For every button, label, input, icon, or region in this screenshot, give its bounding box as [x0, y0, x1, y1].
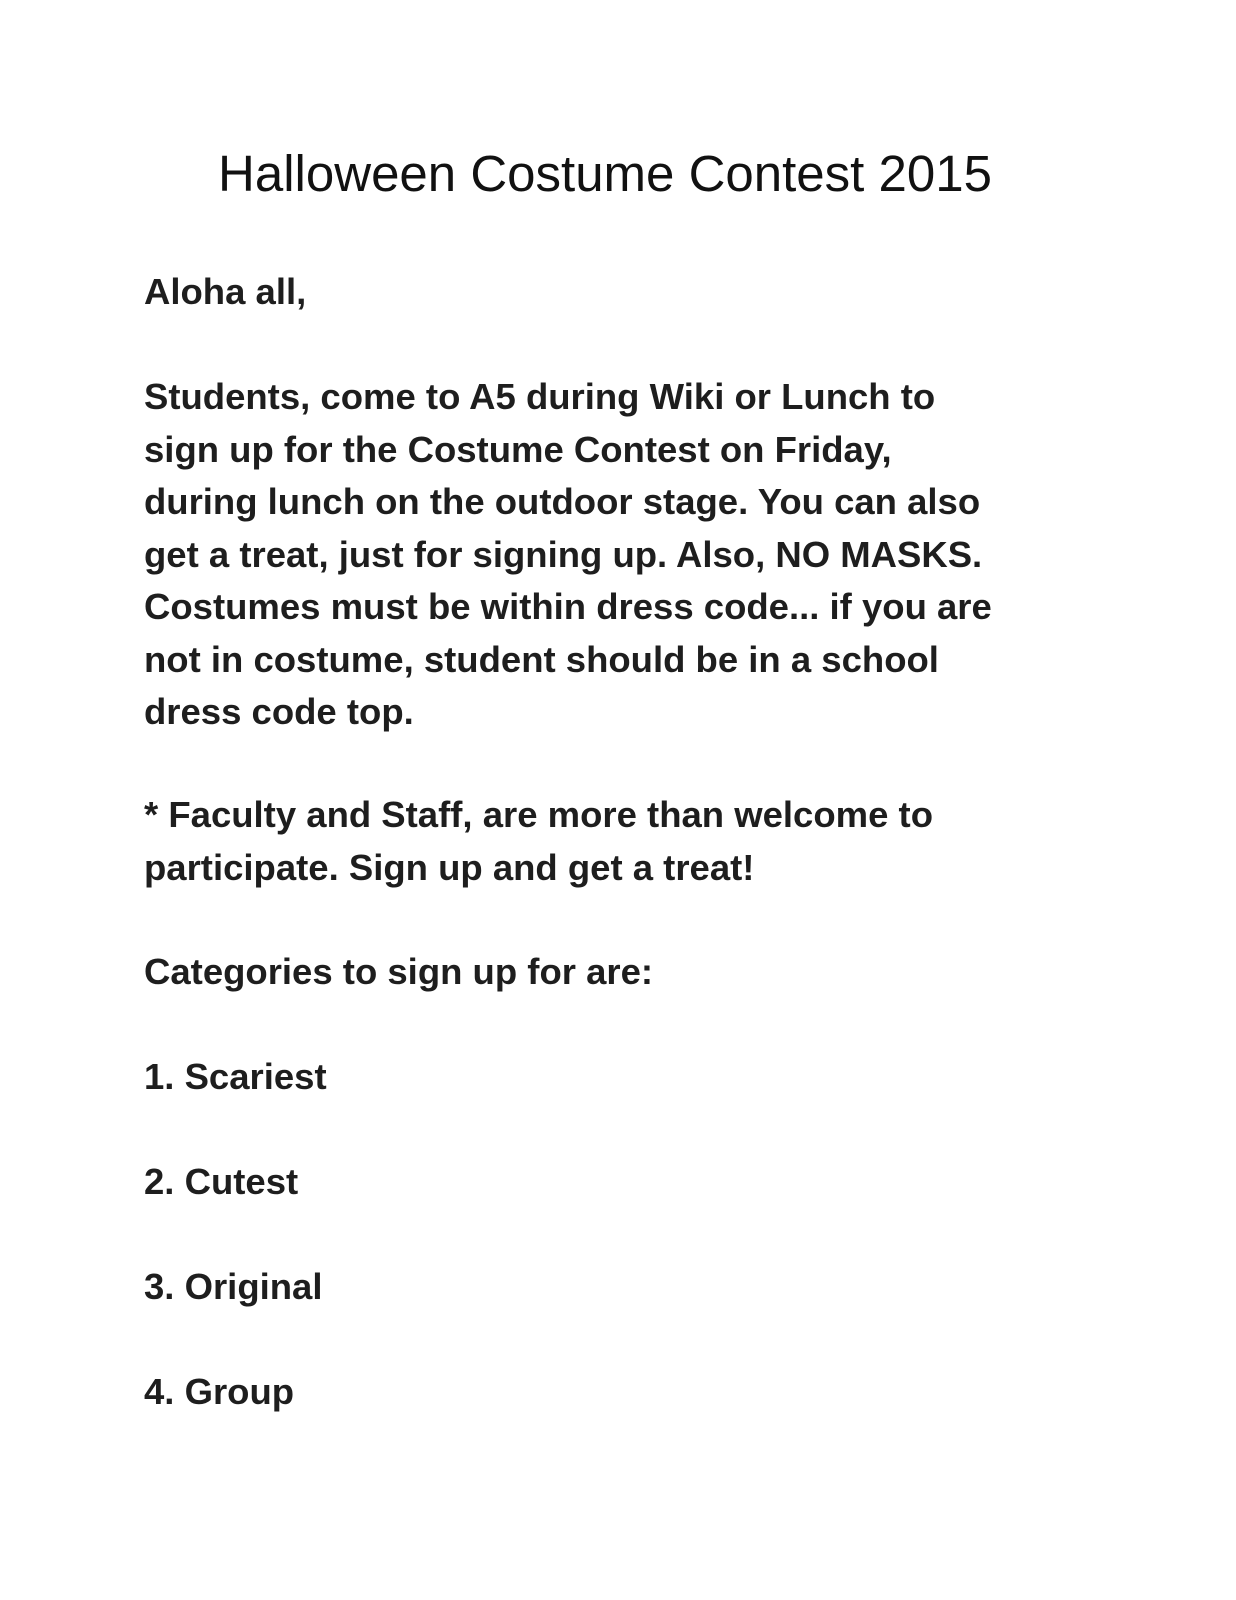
paragraph-line: not in costume, student should be in a school [144, 638, 939, 680]
paragraph-line: during lunch on the outdoor stage. You can also [144, 481, 981, 522]
categories-intro: Categories to sign up for are: [144, 951, 654, 992]
paragraph-line: participate. Sign up and get a treat! [144, 846, 755, 888]
paragraph-line: Students, come to A5 during Wiki or Lunch to [144, 376, 936, 417]
document-title: Halloween Costume Contest 2015 [218, 145, 992, 202]
paragraph-line: * Faculty and Staff, are more than welcome to [144, 794, 933, 835]
paragraph-line: sign up for the Costume Contest on Friday, [144, 428, 892, 470]
faculty-paragraph [144, 789, 1154, 894]
category-item-cutest: 2. Cutest [144, 1161, 299, 1202]
category-item-scariest: 1. Scariest [144, 1056, 327, 1097]
greeting: Aloha all, [144, 271, 307, 312]
category-item-original: 3. Original [144, 1266, 323, 1307]
paragraph-line: get a treat, just for signing up. Also, NO MASKS. [144, 533, 983, 575]
category-item-group: 4. Group [144, 1371, 295, 1412]
paragraph-line: Costumes must be within dress code... if you are [144, 586, 992, 627]
paragraph-line: dress code top. [144, 691, 414, 732]
students-paragraph [144, 371, 1154, 739]
